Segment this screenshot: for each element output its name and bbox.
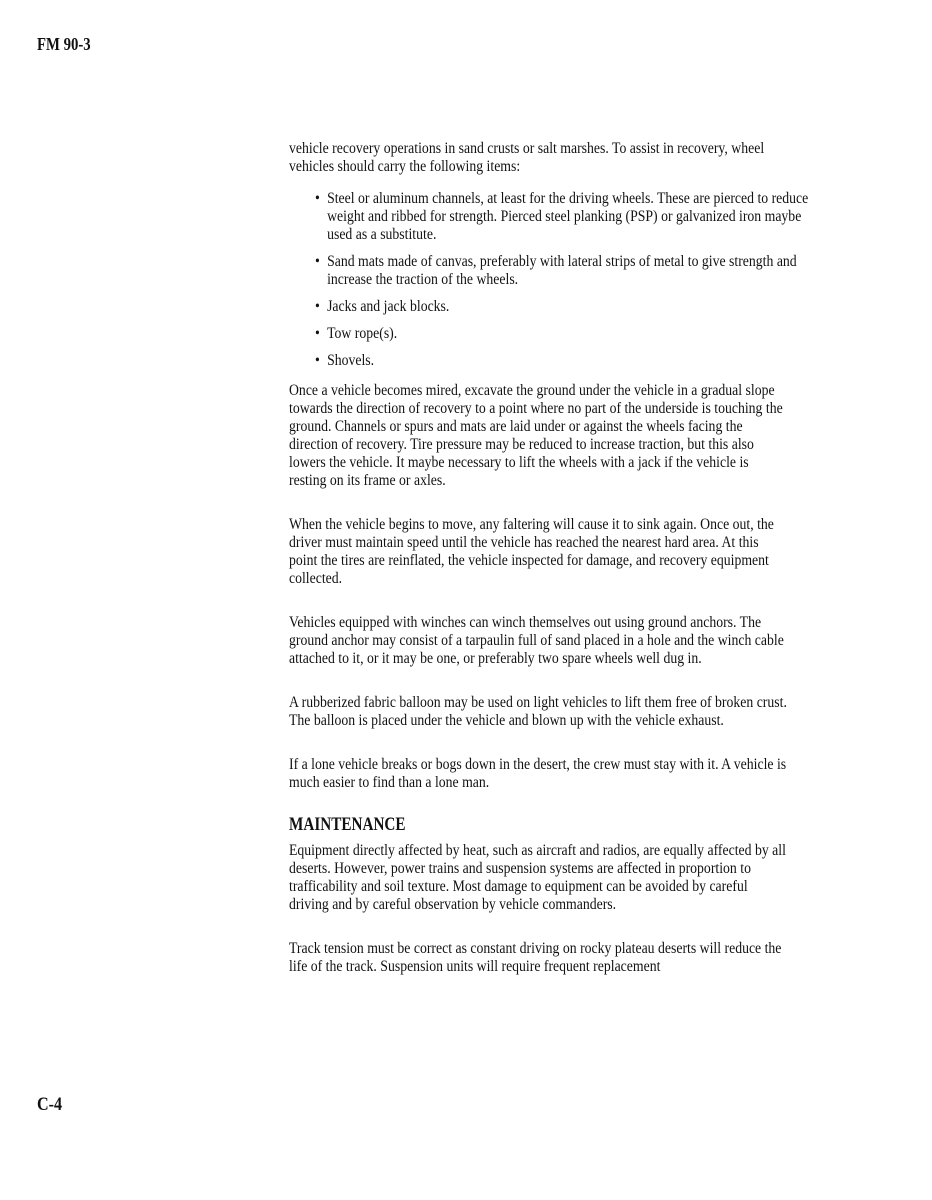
list-item-text: Sand mats made of canvas, preferably with lateral strips of metal to give strength and increase the traction of the wheels. bbox=[327, 253, 797, 288]
list-item-text: Tow rope(s). bbox=[327, 325, 398, 342]
list-item bbox=[303, 298, 826, 316]
track-paragraph: Track tension must be correct as constant driving on rocky plateau deserts will reduce the life of the track. Suspension units will require frequent replacement bbox=[289, 940, 782, 975]
section-heading-maintenance: MAINTENANCE bbox=[289, 814, 406, 835]
move-paragraph: When the vehicle begins to move, any faltering will cause it to sink again. Once out, the driver must maintain speed until the vehicle has reached the nearest hard area. At this point the tires are reinflated, the vehicle inspected for damage, and recovery equipment collected. bbox=[289, 516, 774, 587]
document-code: FM 90-3 bbox=[37, 34, 91, 54]
list-item bbox=[303, 190, 826, 244]
list-item-text: Jacks and jack blocks. bbox=[327, 298, 450, 315]
bullet-icon: • bbox=[315, 352, 320, 369]
equipment-paragraph: Equipment directly affected by heat, such as aircraft and radios, are equally affected by all deserts. However, power trains and suspension systems are affected in proportion to trafficability and soil texture. Most damage to equipment can be avoided by careful driving and by careful observation by vehicle commanders. bbox=[289, 842, 786, 913]
lone-vehicle-paragraph: If a lone vehicle breaks or bogs down in the desert, the crew must stay with it. A vehicle is much easier to find than a lone man. bbox=[289, 756, 787, 791]
balloon-paragraph: A rubberized fabric balloon may be used on light vehicles to lift them free of broken crust. The balloon is placed under the vehicle and blown up with the vehicle exhaust. bbox=[289, 694, 787, 729]
winch-paragraph: Vehicles equipped with winches can winch themselves out using ground anchors. The ground anchor may consist of a tarpaulin full of sand placed in a hole and the winch cable attached to it, or it may be one, or preferably two spare wheels well dug in. bbox=[289, 614, 784, 667]
bullet-icon: • bbox=[315, 253, 320, 270]
mired-paragraph: Once a vehicle becomes mired, excavate the ground under the vehicle in a gradual slope towards the direction of recovery to a point where no part of the underside is touching the ground. Channels or spurs and mats are laid under or against the wheels facing the direction of recovery. Tire pressure may be reduced to increase traction, but this also lowers the vehicle. It maybe necessary to lift the wheels with a jack if the vehicle is resting on its frame or axles. bbox=[289, 382, 783, 489]
bullet-icon: • bbox=[315, 325, 320, 342]
list-item bbox=[303, 325, 826, 343]
intro-paragraph: vehicle recovery operations in sand crusts or salt marshes. To assist in recovery, wheel vehicles should carry the following items: bbox=[289, 140, 765, 175]
bullet-icon: • bbox=[315, 190, 320, 207]
list-item bbox=[303, 253, 826, 289]
list-item bbox=[303, 352, 826, 370]
list-item-text: Shovels. bbox=[327, 352, 375, 369]
page-number: C-4 bbox=[37, 1094, 63, 1115]
recovery-items-list bbox=[289, 190, 809, 370]
page-content bbox=[289, 140, 809, 976]
bullet-icon: • bbox=[315, 298, 320, 315]
list-item-text: Steel or aluminum channels, at least for the driving wheels. These are pierced to reduce weight and ribbed for strength. Pierced steel planking (PSP) or galvanized iron maybe used as a substitute. bbox=[327, 190, 809, 243]
